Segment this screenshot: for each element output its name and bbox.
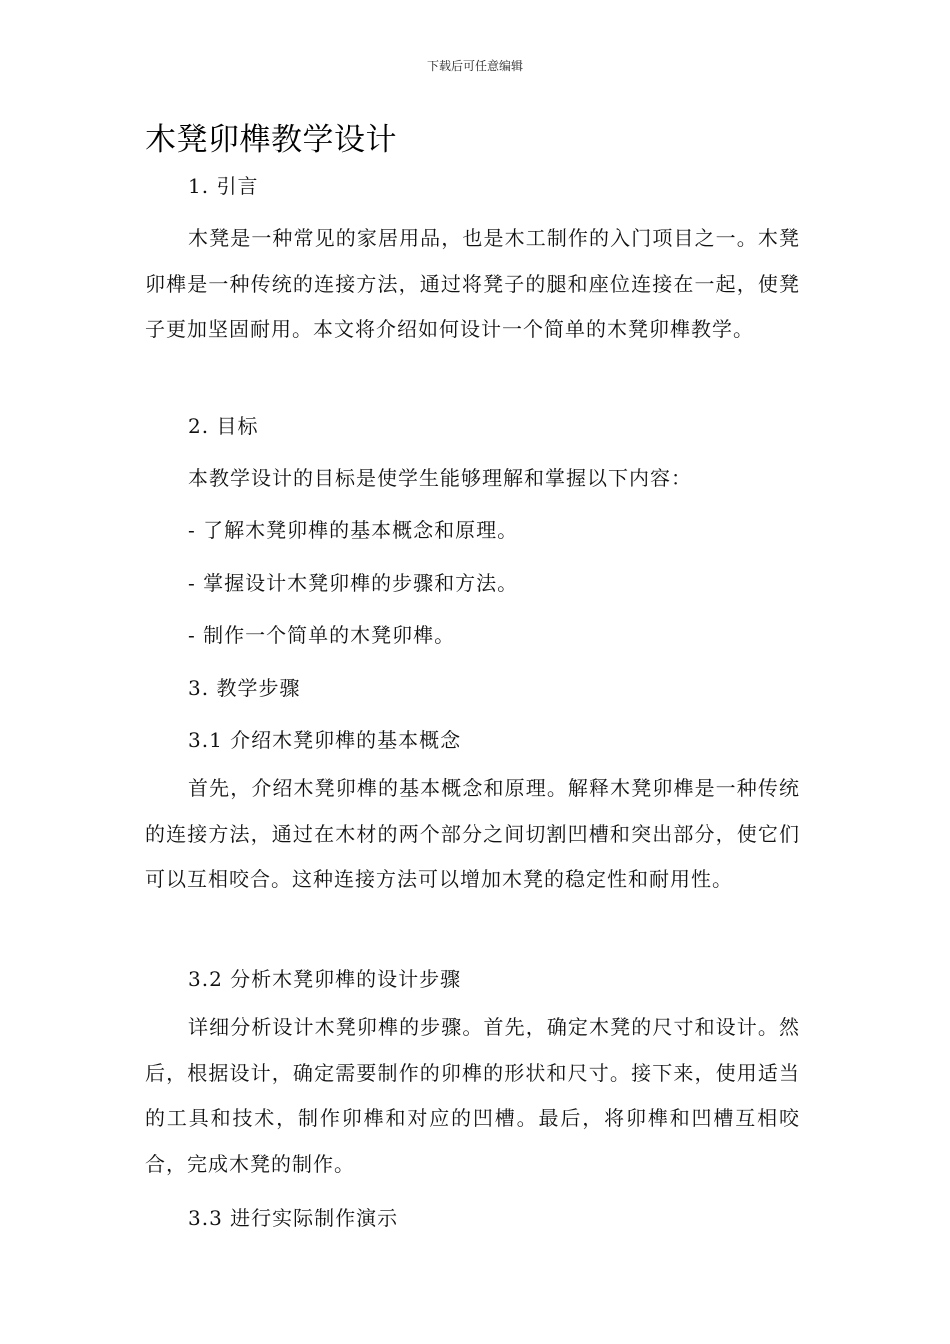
goal-item: - 制作一个简单的木凳卯榫。 xyxy=(188,623,456,647)
section-heading-goals: 2. 目标 xyxy=(188,414,259,438)
subsection-heading-3-3: 3.3 进行实际制作演示 xyxy=(188,1206,399,1230)
goal-item: - 掌握设计木凳卯榫的步骤和方法。 xyxy=(188,571,519,595)
paragraph-introduction: 木凳是一种常见的家居用品，也是木工制作的入门项目之一。木凳卯榫是一种传统的连接方法，通过将凳子的腿和座位连接在一起，使凳子更加坚固耐用。本文将介绍如何设计一个简单的木凳卯榫教学。 xyxy=(145,226,800,341)
goal-item: - 了解木凳卯榫的基本概念和原理。 xyxy=(188,518,519,542)
paragraph-3-1: 首先，介绍木凳卯榫的基本概念和原理。解释木凳卯榫是一种传统的连接方法，通过在木材的两个部分之间切割凹槽和突出部分，使它们可以互相咬合。这种连接方法可以增加木凳的稳定性和耐用性。 xyxy=(145,776,800,891)
subsection-heading-3-2: 3.2 分析木凳卯榫的设计步骤 xyxy=(188,967,462,991)
page-header: 下载后可任意编辑 xyxy=(426,59,523,73)
subsection-heading-3-1: 3.1 介绍木凳卯榫的基本概念 xyxy=(188,728,462,752)
section-heading-introduction: 1. 引言 xyxy=(188,174,259,198)
document-title: 木凳卯榫教学设计 xyxy=(145,122,397,158)
paragraph-goals-intro: 本教学设计的目标是使学生能够理解和掌握以下内容： xyxy=(188,466,692,490)
paragraph-3-2: 详细分析设计木凳卯榫的步骤。首先，确定木凳的尺寸和设计。然后，根据设计，确定需要制作的卯榫的形状和尺寸。接下来，使用适当的工具和技术，制作卯榫和对应的凹槽。最后，将卯榫和凹槽互相咬合，完成木凳的制作。 xyxy=(145,1015,800,1176)
section-heading-teaching-steps: 3. 教学步骤 xyxy=(188,676,301,700)
